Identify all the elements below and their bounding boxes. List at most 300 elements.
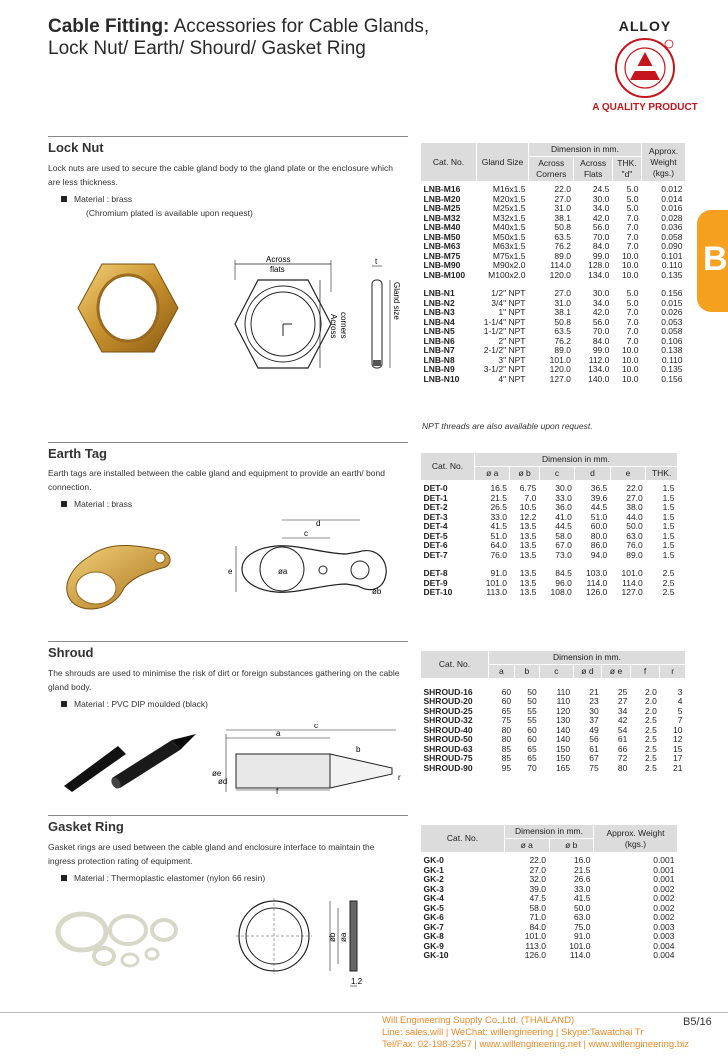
cat-no-cell: SHROUD-40 bbox=[423, 724, 473, 735]
table-cell: 16.0 bbox=[573, 855, 591, 865]
table-cell: 0.028 bbox=[661, 212, 683, 223]
cat-no-cell: LNB-N7 bbox=[423, 345, 455, 355]
table-cell: 101.0 bbox=[524, 931, 546, 941]
table-cell: 5.0 bbox=[626, 184, 639, 194]
table-cell: 101.0 bbox=[621, 568, 643, 578]
gasket-material: Material : Thermoplastic elastomer (nylon 66 resin) bbox=[74, 873, 266, 883]
cat-no-cell: LNB-M25 bbox=[423, 203, 461, 213]
table-cell: 76.2 bbox=[554, 335, 571, 346]
col-gland-size: Gland Size bbox=[477, 143, 529, 182]
table-cell: 150 bbox=[555, 753, 571, 763]
col-a: ø a bbox=[505, 839, 550, 853]
cat-no-cell: GK-2 bbox=[423, 874, 444, 884]
e-label: e bbox=[228, 567, 233, 576]
table-cell: 36.0 bbox=[555, 502, 572, 512]
logo-brand: ALLOY bbox=[618, 18, 672, 34]
table-row bbox=[421, 308, 686, 318]
table-cell: 50 bbox=[527, 696, 537, 706]
table-cell: 84.5 bbox=[555, 568, 572, 578]
table-cell: 10.0 bbox=[621, 250, 639, 261]
shroud-photo bbox=[60, 730, 200, 794]
table-row bbox=[421, 289, 686, 299]
cat-no-cell: LNB-N1 bbox=[423, 288, 455, 298]
table-cell: 0.003 bbox=[653, 931, 675, 941]
table-cell: 120.0 bbox=[549, 269, 571, 280]
table-cell: M100x2.0 bbox=[488, 269, 526, 280]
table-cell: 2-1/2" NPT bbox=[483, 345, 526, 355]
table-cell: 0.004 bbox=[653, 950, 675, 960]
table-row bbox=[421, 866, 678, 876]
table-cell: 7.0 bbox=[626, 241, 639, 251]
table-cell: 1-1/2" NPT bbox=[483, 326, 526, 336]
table-cell: 70.0 bbox=[592, 231, 610, 242]
alloy-logo bbox=[590, 18, 700, 113]
table-cell: 0.002 bbox=[653, 883, 675, 894]
col-d: d bbox=[575, 467, 610, 481]
lock-nut-table bbox=[420, 142, 686, 384]
table-cell: 5 bbox=[677, 705, 683, 716]
table-cell: 113.0 bbox=[525, 940, 546, 951]
table-cell: 34.0 bbox=[592, 203, 610, 213]
table-cell: 61 bbox=[589, 743, 599, 754]
table-cell: 55 bbox=[527, 705, 537, 716]
c-label: c bbox=[304, 529, 308, 538]
table-cell: 51.0 bbox=[590, 511, 608, 522]
cat-no-cell: LNB-M90 bbox=[423, 260, 461, 270]
table-cell: 99.0 bbox=[592, 345, 610, 355]
table-row bbox=[421, 214, 686, 224]
table-cell: 2.5 bbox=[645, 734, 657, 744]
table-cell: 10.0 bbox=[621, 269, 639, 280]
table-cell: 1.5 bbox=[662, 521, 675, 531]
table-cell: 5.0 bbox=[626, 288, 639, 298]
table-cell: 2.5 bbox=[645, 762, 657, 773]
table-cell: 0.003 bbox=[653, 921, 675, 932]
cat-no-cell: DET-3 bbox=[423, 511, 448, 522]
table-cell: 7.0 bbox=[626, 212, 639, 223]
table-cell: 120.0 bbox=[549, 364, 571, 374]
col-header: r bbox=[660, 665, 686, 679]
table-cell: 0.014 bbox=[661, 193, 683, 204]
table-cell: 0.110 bbox=[661, 260, 683, 270]
table-spacer bbox=[421, 280, 686, 289]
table-cell: 7.0 bbox=[626, 326, 639, 336]
table-cell: 70.0 bbox=[592, 326, 610, 336]
earth-tag-title: Earth Tag bbox=[48, 446, 107, 461]
table-cell: 65 bbox=[501, 705, 512, 716]
across-corners-label-2: corners bbox=[339, 312, 348, 339]
r-label: r bbox=[398, 773, 401, 782]
table-cell: 7 bbox=[677, 715, 683, 725]
table-cell: 84.0 bbox=[592, 241, 610, 251]
cat-no-cell: SHROUD-16 bbox=[423, 686, 473, 697]
table-cell: 94.0 bbox=[590, 549, 608, 560]
cat-no-cell: LNB-M20 bbox=[423, 193, 461, 204]
table-cell: M90x2.0 bbox=[492, 260, 526, 270]
table-cell: 42 bbox=[617, 715, 628, 725]
table-cell: 44.5 bbox=[590, 502, 608, 512]
table-cell: 114.0 bbox=[550, 260, 571, 270]
table-cell: 110 bbox=[556, 686, 571, 697]
earth-tag-material: Material : brass bbox=[74, 499, 133, 509]
table-cell: 134.0 bbox=[588, 269, 610, 280]
col-dimension: Dimension in mm. bbox=[489, 651, 686, 665]
ob-label: øb bbox=[328, 932, 337, 942]
earth-tag-diagram bbox=[226, 516, 416, 616]
table-cell: 0.012 bbox=[661, 184, 683, 194]
table-cell: 7.0 bbox=[626, 231, 639, 242]
table-cell: 5.0 bbox=[626, 297, 639, 308]
table-row bbox=[421, 951, 678, 961]
table-cell: 50 bbox=[527, 686, 537, 697]
table-cell: 31.0 bbox=[554, 203, 571, 213]
cat-no-cell: LNB-M75 bbox=[423, 250, 461, 261]
table-cell: 89.0 bbox=[554, 345, 571, 355]
table-cell: 39.6 bbox=[590, 492, 608, 503]
table-cell: 1/2" NPT bbox=[491, 288, 526, 298]
table-cell: 41.5 bbox=[490, 521, 507, 531]
across-flats-label: Across bbox=[266, 255, 291, 264]
table-row bbox=[421, 271, 686, 281]
shroud-diagram bbox=[206, 724, 411, 794]
cat-no-cell: DET-8 bbox=[423, 568, 448, 578]
table-cell: 10.0 bbox=[621, 364, 639, 374]
table-cell: 0.002 bbox=[653, 912, 675, 922]
table-cell: 0.053 bbox=[661, 316, 683, 327]
cat-no-cell: DET-1 bbox=[423, 492, 448, 503]
table-cell: 63.5 bbox=[554, 326, 571, 336]
table-cell: 38.1 bbox=[554, 307, 571, 317]
cat-no-cell: GK-10 bbox=[423, 950, 449, 960]
thickness-label: 1.2 bbox=[351, 977, 363, 986]
table-cell: 2.5 bbox=[645, 743, 657, 754]
table-cell: 2.5 bbox=[662, 577, 675, 588]
logo-emblem-icon bbox=[605, 36, 685, 100]
table-cell: 1.5 bbox=[662, 530, 675, 541]
table-cell: 101.0 bbox=[485, 577, 507, 588]
oa-label: øa bbox=[339, 932, 348, 942]
table-row bbox=[421, 551, 678, 561]
footer-company: Will Engineering Supply Co.,Ltd. (THAILAND) bbox=[382, 1015, 575, 1026]
table-cell: 3" NPT bbox=[498, 354, 526, 365]
cat-no-cell: DET-0 bbox=[423, 483, 448, 493]
table-cell: 5.0 bbox=[626, 193, 639, 204]
table-row bbox=[421, 223, 686, 233]
cat-no-cell: LNB-N3 bbox=[423, 307, 455, 317]
cat-no-cell: LNB-M40 bbox=[423, 222, 461, 232]
section-tab bbox=[697, 210, 728, 312]
table-cell: 27.0 bbox=[554, 288, 571, 298]
table-cell: 50.0 bbox=[573, 902, 591, 913]
table-cell: 2.0 bbox=[645, 686, 657, 697]
shroud-table bbox=[420, 650, 686, 773]
table-cell: 75 bbox=[501, 715, 512, 725]
lock-nut-note: (Chromium plated is available upon request) bbox=[86, 208, 253, 218]
table-cell: 51.0 bbox=[490, 530, 507, 541]
table-cell: 89.0 bbox=[554, 250, 571, 261]
cat-no-cell: GK-8 bbox=[423, 931, 444, 941]
table-cell: 128.0 bbox=[588, 260, 610, 270]
ob-label: øb bbox=[372, 587, 382, 596]
table-cell: 33.0 bbox=[573, 883, 591, 894]
table-cell: 30 bbox=[589, 705, 599, 716]
table-cell: 0.002 bbox=[653, 893, 675, 903]
table-cell: 7.0 bbox=[626, 307, 639, 317]
table-cell: 2.5 bbox=[645, 724, 657, 735]
table-cell: 1.5 bbox=[662, 549, 675, 560]
col-across-flats: Across Flats bbox=[574, 157, 612, 182]
col-thk: THK. bbox=[646, 467, 678, 481]
table-cell: 60 bbox=[501, 686, 512, 697]
table-cell: 130 bbox=[555, 715, 571, 725]
table-cell: 36.5 bbox=[590, 483, 608, 493]
table-cell: M16x1.5 bbox=[492, 184, 526, 194]
table-row bbox=[421, 913, 678, 923]
across-flats-label-2: flats bbox=[270, 265, 285, 274]
table-cell: 50.0 bbox=[626, 521, 643, 531]
table-cell: 67 bbox=[589, 753, 599, 763]
table-cell: 21 bbox=[589, 686, 599, 697]
table-cell: 2.5 bbox=[662, 568, 675, 578]
cat-no-cell: SHROUD-90 bbox=[423, 762, 473, 773]
table-cell: 76.0 bbox=[490, 549, 507, 560]
table-cell: 41.0 bbox=[555, 511, 572, 522]
cat-no-cell: LNB-N5 bbox=[423, 326, 455, 336]
table-cell: 0.138 bbox=[661, 345, 683, 355]
table-cell: 10.0 bbox=[621, 260, 639, 270]
table-cell: 42.0 bbox=[592, 307, 610, 317]
table-cell: 26.5 bbox=[490, 502, 507, 512]
cat-no-cell: DET-6 bbox=[423, 540, 448, 550]
table-cell: 110 bbox=[556, 696, 571, 706]
section-tab-letter: B bbox=[703, 240, 728, 278]
table-cell: 112.0 bbox=[588, 354, 610, 365]
table-row bbox=[421, 242, 686, 252]
col-cat-no: Cat. No. bbox=[421, 651, 489, 679]
table-cell: 1.5 bbox=[662, 540, 675, 550]
table-cell: 34.0 bbox=[592, 297, 610, 308]
cat-no-cell: DET-5 bbox=[423, 530, 448, 541]
page-title bbox=[48, 16, 429, 60]
table-cell: 7.0 bbox=[524, 492, 537, 503]
table-cell: 22.0 bbox=[529, 855, 546, 865]
table-cell: 65 bbox=[527, 743, 537, 754]
table-cell: 0.090 bbox=[661, 241, 683, 251]
table-cell: 50.8 bbox=[554, 222, 571, 232]
table-cell: 0.004 bbox=[653, 940, 675, 951]
cat-no-cell: DET-2 bbox=[423, 502, 448, 512]
table-cell: 61 bbox=[617, 734, 628, 744]
cat-no-cell: LNB-M32 bbox=[423, 212, 461, 223]
table-cell: 2.0 bbox=[645, 696, 657, 706]
table-cell: 0.015 bbox=[661, 297, 683, 308]
table-cell: 22.0 bbox=[626, 483, 643, 493]
table-cell: 10.0 bbox=[621, 354, 639, 365]
table-cell: 39.0 bbox=[529, 883, 546, 894]
table-cell: 21.5 bbox=[490, 492, 507, 503]
earth-tag-desc: Earth tags are installed between the cable gland and equipment to provide an earth/ bond connection. bbox=[48, 468, 385, 492]
table-cell: 0.001 bbox=[653, 874, 675, 884]
table-cell: 75 bbox=[589, 762, 599, 773]
table-cell: 120 bbox=[555, 705, 571, 716]
shroud-desc: The shrouds are used to minimise the risk of dirt or foreign substances gathering on the cable gland body. bbox=[48, 668, 400, 692]
cat-no-cell: SHROUD-20 bbox=[423, 696, 473, 706]
table-cell: 134.0 bbox=[588, 364, 610, 374]
table-cell: M50x1.5 bbox=[492, 231, 526, 242]
cat-no-cell: GK-0 bbox=[423, 855, 444, 865]
table-cell: 126.0 bbox=[524, 950, 546, 960]
table-cell: 60 bbox=[501, 696, 512, 706]
table-cell: 140 bbox=[555, 724, 571, 735]
table-cell: 56.0 bbox=[592, 316, 610, 327]
cat-no-cell: DET-7 bbox=[423, 549, 448, 560]
table-row bbox=[421, 588, 678, 598]
table-cell: 60 bbox=[527, 724, 537, 735]
table-cell: 63.0 bbox=[626, 530, 643, 541]
col-cat-no: Cat. No. bbox=[421, 143, 477, 182]
table-cell: 72 bbox=[617, 753, 628, 763]
cat-no-cell: LNB-M63 bbox=[423, 241, 461, 251]
table-cell: 84.0 bbox=[529, 921, 546, 932]
cat-no-cell: LNB-N2 bbox=[423, 297, 455, 308]
table-cell: 60 bbox=[527, 734, 537, 744]
table-row bbox=[421, 923, 678, 933]
cat-no-cell: GK-9 bbox=[423, 940, 444, 951]
table-cell: 13.5 bbox=[519, 587, 537, 597]
cat-no-cell: LNB-N6 bbox=[423, 335, 455, 346]
table-cell: 0.106 bbox=[661, 335, 683, 346]
table-cell: 65 bbox=[527, 753, 537, 763]
table-cell: 12.2 bbox=[519, 511, 537, 522]
cat-no-cell: GK-3 bbox=[423, 883, 444, 894]
cat-no-cell: LNB-M16 bbox=[423, 184, 461, 194]
table-cell: 27 bbox=[617, 696, 628, 706]
cat-no-cell: GK-5 bbox=[423, 902, 444, 913]
table-cell: 4" NPT bbox=[498, 373, 526, 384]
table-row bbox=[421, 318, 686, 328]
earth-tag-table bbox=[420, 452, 678, 598]
footer bbox=[382, 1015, 689, 1051]
footer-contact: Line: sales.will | WeChat: willengineering | Skype:Tawatchai Tr bbox=[382, 1027, 644, 1038]
table-cell: 126.0 bbox=[586, 587, 608, 597]
col-weight: Approx. Weight (kgs.) bbox=[642, 143, 686, 182]
table-cell: 140.0 bbox=[588, 373, 610, 384]
a-label: a bbox=[276, 729, 281, 738]
table-cell: 47.5 bbox=[529, 893, 546, 903]
divider bbox=[48, 442, 408, 443]
shroud-material: Material : PVC DIP moulded (black) bbox=[74, 699, 209, 709]
table-cell: 27.0 bbox=[529, 864, 546, 875]
table-cell: 95 bbox=[501, 762, 512, 773]
gasket-title: Gasket Ring bbox=[48, 819, 124, 834]
table-cell: 91.0 bbox=[490, 568, 507, 578]
table-cell: 7.0 bbox=[626, 335, 639, 346]
table-cell: 0.001 bbox=[653, 855, 675, 865]
cat-no-cell: SHROUD-25 bbox=[423, 705, 473, 716]
table-cell: 7.0 bbox=[626, 316, 639, 327]
table-row bbox=[421, 853, 678, 866]
table-cell: 7.0 bbox=[626, 222, 639, 232]
lock-nut-diagram bbox=[228, 252, 418, 402]
cat-no-cell: DET-9 bbox=[423, 577, 448, 588]
table-cell: 86.0 bbox=[590, 540, 608, 550]
table-cell: 0.036 bbox=[661, 222, 683, 232]
table-cell: 60.0 bbox=[590, 521, 608, 531]
table-cell: 91.0 bbox=[573, 931, 591, 941]
cat-no-cell: LNB-M100 bbox=[423, 269, 466, 280]
table-cell: 13.5 bbox=[519, 530, 537, 541]
footer-websites: Tel/Fax: 02-198-2957 | www.willengineering.net | www.willengineering.biz bbox=[382, 1039, 689, 1050]
table-cell: 4 bbox=[677, 696, 683, 706]
table-cell: 0.135 bbox=[661, 269, 683, 280]
table-cell: 165 bbox=[555, 762, 571, 773]
table-cell: 85 bbox=[501, 743, 512, 754]
table-cell: 13.5 bbox=[519, 568, 537, 578]
table-row bbox=[421, 942, 678, 952]
table-cell: 0.135 bbox=[661, 364, 683, 374]
d-label: d bbox=[316, 519, 321, 528]
table-cell: 1.5 bbox=[662, 502, 675, 512]
col-weight: Approx. Weight (kgs.) bbox=[594, 825, 678, 853]
table-row bbox=[421, 233, 686, 243]
cat-no-cell: SHROUD-63 bbox=[423, 743, 473, 754]
table-cell: 96.0 bbox=[555, 577, 572, 588]
divider bbox=[48, 641, 408, 642]
table-cell: 3/4" NPT bbox=[491, 297, 526, 308]
table-cell: 34 bbox=[617, 705, 628, 716]
table-cell: 2" NPT bbox=[498, 335, 526, 346]
shroud-title: Shroud bbox=[48, 645, 94, 660]
table-cell: 41.5 bbox=[573, 893, 591, 903]
table-cell: 32.0 bbox=[529, 874, 546, 884]
table-cell: 58.0 bbox=[555, 530, 572, 541]
title-line2: Lock Nut/ Earth/ Shourd/ Gasket Ring bbox=[48, 38, 366, 59]
gasket-diagram bbox=[236, 884, 386, 996]
table-row bbox=[421, 894, 678, 904]
table-cell: 67.0 bbox=[555, 540, 572, 550]
table-cell: 27.0 bbox=[626, 492, 643, 503]
table-cell: 10 bbox=[673, 724, 683, 735]
table-cell: 37 bbox=[589, 715, 599, 725]
table-cell: 33.0 bbox=[490, 511, 507, 522]
table-cell: 21.5 bbox=[573, 864, 591, 875]
table-cell: 1.5 bbox=[662, 483, 675, 493]
table-row bbox=[421, 875, 678, 885]
table-cell: 42.0 bbox=[592, 212, 610, 223]
col-across-corners: Across Corners bbox=[529, 157, 574, 182]
table-cell: 13.5 bbox=[519, 540, 537, 550]
cat-no-cell: SHROUD-32 bbox=[423, 715, 473, 725]
table-cell: 2.0 bbox=[645, 705, 657, 716]
table-cell: 56.0 bbox=[592, 222, 610, 232]
col-header: c bbox=[540, 665, 573, 679]
cat-no-cell: LNB-N8 bbox=[423, 354, 455, 365]
table-cell: 0.026 bbox=[661, 307, 683, 317]
table-cell: 38.0 bbox=[626, 502, 643, 512]
table-cell: 0.101 bbox=[661, 250, 683, 261]
t-label: t bbox=[375, 257, 378, 266]
table-cell: 5.0 bbox=[626, 203, 639, 213]
gasket-table bbox=[420, 824, 678, 961]
table-cell: 44.0 bbox=[626, 511, 643, 522]
across-corners-label: Across bbox=[329, 314, 338, 339]
c-label: c bbox=[314, 724, 318, 730]
table-cell: 16.5 bbox=[490, 483, 507, 493]
table-cell: 64.0 bbox=[490, 540, 507, 550]
table-cell: 17 bbox=[673, 753, 683, 763]
table-cell: 44.5 bbox=[555, 521, 572, 531]
cat-no-cell: GK-6 bbox=[423, 912, 444, 922]
